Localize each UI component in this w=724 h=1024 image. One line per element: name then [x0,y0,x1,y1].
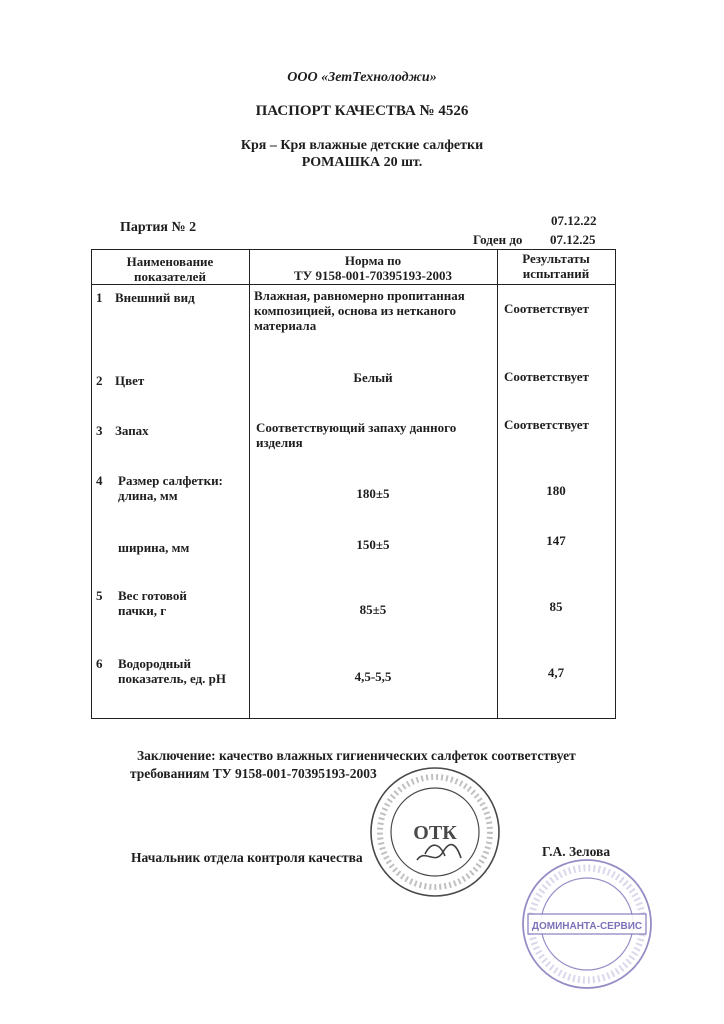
company-stamp-text: ДОМИНАНТА-СЕРВИС [531,921,643,932]
table-col-divider-1 [249,249,250,719]
norm-line: Влажная, равномерно пропитанная [254,288,465,303]
name-line: Водородный [118,656,191,671]
row-number: 1 [96,290,103,305]
expiry-date: 07.12.25 [550,232,596,247]
quality-table [91,249,616,719]
product-name: Кря – Кря влажные детские салфетки [240,138,484,153]
row-name: Внешний вид [115,290,195,305]
header-line: показателей [134,269,206,284]
company-name: ООО «ЗетТехнолоджи» [287,70,437,85]
row-norm: 4,5-5,5 [354,669,392,684]
row-name [118,588,187,618]
manufacture-date: 07.12.22 [551,213,597,228]
name-line: Вес готовой [118,588,187,603]
table-header-result [497,251,615,281]
table-header-norm [249,253,497,283]
row-result: 180 [546,483,566,498]
row-name [118,473,223,503]
table-border-left [91,249,92,719]
header-line: Норма по [344,253,402,268]
name-line: пачки, г [118,603,167,618]
company-stamp [514,854,660,994]
qc-stamp [365,762,505,902]
row-name [118,656,226,686]
table-border-bottom [91,718,616,719]
table-header-divider [91,284,616,285]
expiry-label: Годен до [473,232,523,247]
row-number: 6 [96,656,103,671]
row-result: Соответствует [504,417,589,432]
signer-name: Г.А. Зелова [542,844,611,859]
norm-line: изделия [256,435,303,450]
stamp-center-text: ОТК [413,822,457,844]
name-line: показатель, ед. рН [118,671,227,686]
header-line: ТУ 9158-001-70395193-2003 [294,268,452,283]
row-norm [254,288,465,333]
header-line: испытаний [522,266,590,281]
row-norm: 150±5 [356,537,390,552]
name-line: Размер салфетки: [118,473,223,488]
row-norm [256,420,456,450]
row-name: ширина, мм [118,540,190,555]
batch-number: Партия № 2 [120,220,197,235]
row-norm: 180±5 [356,486,390,501]
table-border-top [91,249,616,250]
row-name: Запах [115,423,149,438]
row-number: 2 [96,373,103,388]
table-border-right [615,249,616,719]
name-line: длина, мм [118,488,178,503]
row-result: Соответствует [504,369,589,384]
signature-scribble [417,845,461,860]
conclusion-text: Заключение: качество влажных гигиенических салфеток соответствует [137,748,576,763]
signer-position: Начальник отдела контроля качества [131,850,363,865]
row-result: 147 [546,533,566,548]
row-number: 4 [96,473,103,488]
row-number: 5 [96,588,103,603]
row-result: 85 [549,599,563,614]
document-title: ПАСПОРТ КАЧЕСТВА № 4526 [255,103,469,119]
row-result: 4,7 [547,665,565,680]
product-variant: РОМАШКА 20 шт. [301,155,423,170]
table-header-name [91,254,249,284]
row-norm: Белый [353,370,393,385]
row-result: Соответствует [504,301,589,316]
norm-line: Соответствующий запаху данного [256,420,457,435]
norm-line: материала [254,318,317,333]
conclusion-requirement: требованиям ТУ 9158-001-70395193-2003 [130,766,377,781]
norm-line: композицией, основа из нетканого [254,303,457,318]
row-norm: 85±5 [359,602,387,617]
row-name: Цвет [115,373,145,388]
header-line: Наименование [126,254,214,269]
row-number: 3 [96,423,103,438]
header-line: Результаты [522,251,590,266]
